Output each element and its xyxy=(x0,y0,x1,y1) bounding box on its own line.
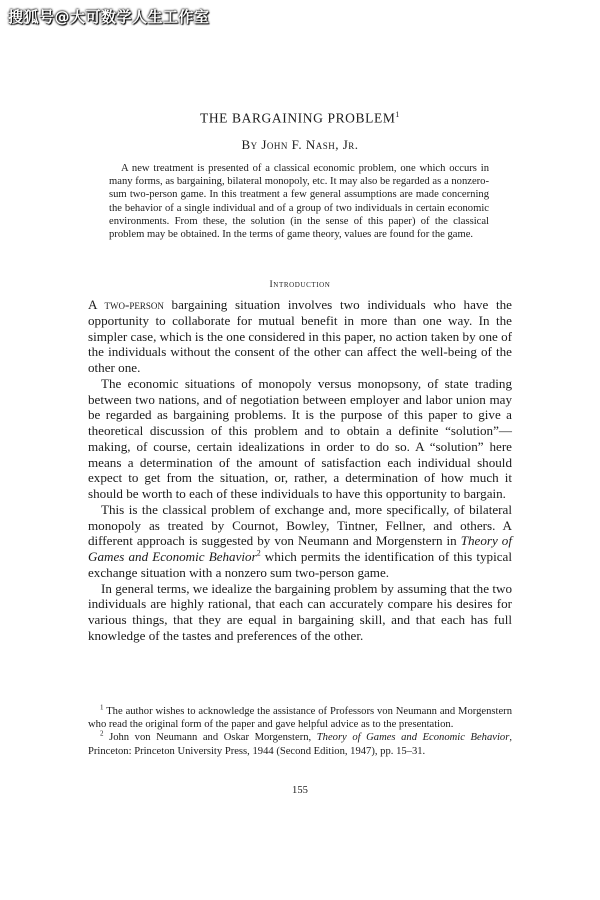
footnote-2-text-b: , Princeton: Princeton University Press, 1944 (Second Edition, 1947), pp. 15–31. xyxy=(88,732,512,757)
footnote-2-book-title: Theory of Games and Economic Behavior xyxy=(316,732,510,744)
paragraph-3-book-title: Theory of Games and Economic Behavior xyxy=(88,533,512,564)
body-text xyxy=(88,297,512,644)
paragraph-1 xyxy=(88,297,512,376)
abstract xyxy=(109,162,489,241)
paragraph-3 xyxy=(88,502,512,581)
watermark-text: 搜狐号@大可数学人生工作室 xyxy=(8,8,210,26)
author-line: By John F. Nash, Jr. xyxy=(241,137,359,152)
title-text: THE BARGAINING PROBLEM xyxy=(199,110,396,126)
footnote-1 xyxy=(88,705,512,731)
title-footnote-marker: 1 xyxy=(395,110,401,119)
paragraph-3-footnote-marker: 2 xyxy=(256,548,261,558)
paragraph-2: The economic situations of monopoly versus monopsony, of state trading between two nations, and of negotiation between employer and labor union may be regarded as bargaining problems. It is the purpose of this paper to give a theoretical discussion of this problem and to obtain a definite “solution”—making, of course, certain idealizations in order to do so. A “solution” here means a determination of the amount of satisfaction each individual should expect to get from the situation, or, rather, a determination of how much it should be worth to each of these individuals to have this opportunity to bargain. xyxy=(88,375,512,501)
paper-title xyxy=(88,110,512,127)
section-heading-introduction: Introduction xyxy=(269,279,331,290)
paragraph-1-lead: A two-person xyxy=(88,297,164,312)
footnote-2 xyxy=(88,731,512,757)
abstract-text: A new treatment is presented of a classical economic problem, one which occurs in many forms, as bargaining, bilateral monopoly, etc. It may also be regarded as a nonzero-sum two-person game. In this treatment a few general assumptions are made concerning the behavior of a single individual and of a group of two individuals in certain economic environments. From these, the solution (in the sense of this paper) of the classical problem may be obtained. In the terms of game theory, values are found for the game. xyxy=(109,163,489,241)
paragraph-4: In general terms, we idealize the bargaining problem by assuming that the two individuals are highly rational, that each can accurately compare his desires for various things, that they are equal in bargaining skill, and that each has full knowledge of the tastes and preferences of the other. xyxy=(88,580,512,643)
footnote-2-marker: 2 xyxy=(100,729,104,738)
footnote-2-text-a: John von Neumann and Oskar Morgenstern, xyxy=(103,732,317,744)
page-number: 155 xyxy=(292,785,308,796)
footnote-1-text: The author wishes to acknowledge the assistance of Professors von Neumann and Morgenstern who read the original form of the paper and gave helpful advice as to the presentation. xyxy=(88,706,512,731)
paragraph-1-text: bargaining situation involves two individuals who have the opportunity to collaborate for mutual benefit in more than one way. In the simpler case, which is the one considered in this paper, no action taken by one of the individuals without the consent of the other can affect the well-being of the other one. xyxy=(88,297,512,375)
footnotes xyxy=(88,705,512,758)
paragraph-3-text-b: which permits the identification of this typical exchange situation with a nonzero sum two-person game. xyxy=(88,549,512,580)
footnote-1-marker: 1 xyxy=(100,703,104,712)
paragraph-3-text-a: This is the classical problem of exchange and, more specifically, of bilateral monopoly as treated by Cournot, Bowley, Tintner, Fellner, and others. A different approach is suggested by von Neumann and Morgenstern in xyxy=(88,501,512,549)
